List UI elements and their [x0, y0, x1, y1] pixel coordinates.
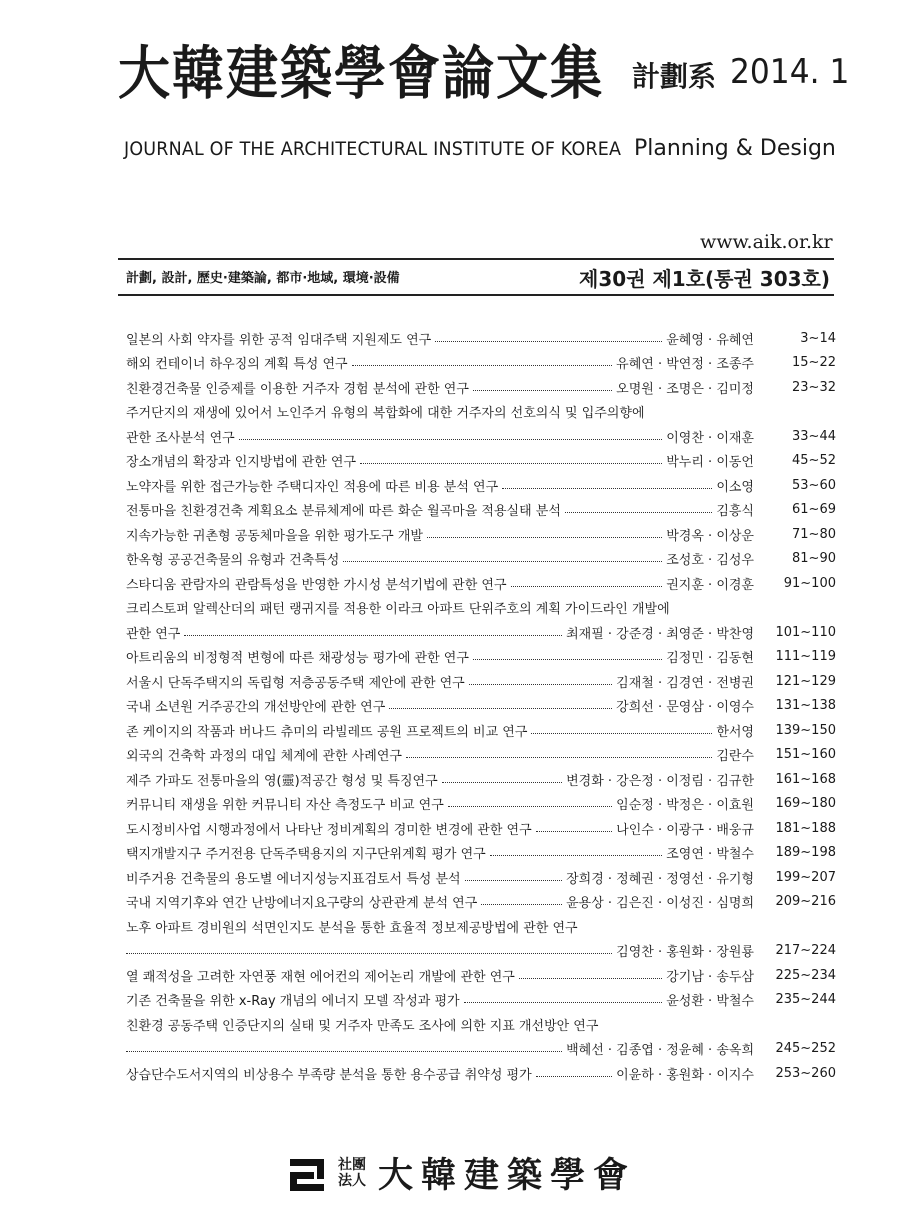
toc-entry-title: 외국의 건축학 과정의 대입 체계에 관한 사례연구	[126, 749, 402, 765]
toc-entry-pages: 53~60	[792, 477, 836, 493]
toc-entry-pages: 111~119	[775, 649, 836, 665]
toc-entry-title: 열 쾌적성을 고려한 자연풍 재현 에어컨의 제어논리 개발에 관한 연구	[126, 969, 515, 985]
toc-entry	[126, 718, 836, 743]
toc-entry-authors: 이윤하 · 홍원화 · 이지수	[616, 1067, 754, 1083]
toc-entry	[126, 498, 836, 523]
toc-leader-dots	[427, 531, 662, 538]
toc-leader-dots	[536, 1070, 613, 1077]
toc-leader-dots	[473, 384, 612, 391]
toc-entry-pages: 15~22	[792, 355, 836, 371]
toc-entry-authors: 윤용상 · 김은진 · 이성진 · 심명희	[566, 896, 754, 912]
toc-entry-title: 친환경건축물 인증제를 이용한 거주자 경험 분석에 관한 연구	[126, 381, 469, 397]
toc-entry-pages: 245~252	[775, 1041, 836, 1057]
toc-entry-title: 제주 가파도 전통마을의 영(靈)적공간 형성 및 특징연구	[126, 773, 438, 789]
toc-leader-dots	[481, 898, 562, 905]
toc-entry	[126, 645, 836, 670]
toc-entry-authors: 김흥식	[716, 504, 754, 520]
toc-leader-dots	[435, 335, 662, 342]
toc-entry	[126, 547, 836, 572]
toc-leader-dots	[442, 776, 562, 783]
toc-entry-pages: 71~80	[792, 526, 836, 542]
toc-leader-dots	[490, 849, 663, 856]
toc-entry-pages: 217~224	[775, 943, 836, 959]
toc-entry	[126, 890, 836, 915]
toc-entry-authors: 윤성환 · 박철수	[666, 994, 754, 1010]
toc-entry-pages: 23~32	[792, 379, 836, 395]
toc-leader-dots	[465, 874, 562, 881]
toc-entry	[126, 375, 836, 400]
toc-entry-authors: 장희경 · 정혜권 · 정영선 · 유기형	[566, 871, 754, 887]
toc-entry	[126, 743, 836, 768]
toc-leader-dots	[126, 1045, 562, 1052]
toc-leader-dots	[473, 653, 662, 660]
toc-entry-pages: 101~110	[775, 624, 836, 640]
toc-leader-dots	[352, 359, 613, 366]
table-of-contents	[126, 326, 836, 1086]
toc-entry-title: 아트리움의 비정형적 변형에 따른 채광성능 평가에 관한 연구	[126, 651, 469, 667]
toc-leader-dots	[389, 702, 612, 709]
toc-entry-pages: 209~216	[775, 894, 836, 910]
toc-entry-pages: 253~260	[775, 1065, 836, 1081]
toc-entry-pages: 131~138	[775, 698, 836, 714]
toc-leader-dots	[565, 506, 712, 513]
toc-entry	[126, 914, 836, 939]
journal-title: 大韓建築學會論文集	[118, 40, 605, 108]
toc-entry-authors: 오명원 · 조명은 · 김미정	[616, 381, 754, 397]
toc-leader-dots	[531, 727, 712, 734]
toc-entry-title: 지속가능한 귀촌형 공동체마을을 위한 평가도구 개발	[126, 528, 423, 544]
toc-entry-authors: 조영연 · 박철수	[666, 847, 754, 863]
toc-entry	[126, 816, 836, 841]
toc-entry-title: 장소개념의 확장과 인지방법에 관한 연구	[126, 455, 357, 471]
toc-entry	[126, 449, 836, 474]
toc-entry-title: 한옥형 공공건축물의 유형과 건축특성	[126, 553, 340, 569]
toc-entry-authors: 김정민 · 김동현	[666, 651, 754, 667]
toc-leader-dots	[502, 482, 712, 489]
toc-leader-dots	[519, 972, 662, 979]
toc-entry	[126, 1061, 836, 1086]
toc-entry-authors: 권지훈 · 이경훈	[666, 577, 754, 593]
toc-entry	[126, 620, 836, 645]
toc-entry	[126, 424, 836, 449]
publisher-footer	[288, 1148, 636, 1198]
toc-entry-authors: 김영찬 · 홍원화 · 장원룡	[616, 945, 754, 961]
toc-entry-pages: 181~188	[775, 820, 836, 836]
toc-entry	[126, 1037, 836, 1062]
toc-entry-pages: 91~100	[783, 575, 836, 591]
toc-entry	[126, 522, 836, 547]
toc-entry	[126, 939, 836, 964]
toc-entry	[126, 596, 836, 621]
society-name: 大韓建築學會	[378, 1156, 637, 1196]
toc-entry	[126, 841, 836, 866]
toc-leader-dots	[239, 433, 663, 440]
toc-entry-title: 일본의 사회 약자를 위한 공적 임대주택 지원제도 연구	[126, 332, 432, 348]
toc-entry	[126, 473, 836, 498]
toc-entry-title: 주거단지의 재생에 있어서 노인주거 유형의 복합화에 대한 거주자의 선호의식 및 입주의향에	[126, 406, 645, 422]
toc-entry	[126, 400, 836, 425]
toc-entry-title: 노약자를 위한 접근가능한 주택디자인 적용에 따른 비용 분석 연구	[126, 479, 499, 495]
toc-entry-authors: 김란수	[716, 749, 754, 765]
toc-entry-title: 도시정비사업 시행과정에서 나타난 정비계획의 경미한 변경에 관한 연구	[126, 822, 532, 838]
toc-entry-title: 커뮤니티 재생을 위한 커뮤니티 자산 측정도구 비교 연구	[126, 798, 444, 814]
toc-leader-dots	[126, 947, 612, 954]
toc-entry-authors: 박누리 · 이동언	[666, 455, 754, 471]
toc-entry-title: 택지개발지구 주거전용 단독주택용지의 지구단위계획 평가 연구	[126, 847, 486, 863]
toc-entry-title: 관한 연구	[126, 626, 181, 642]
toc-entry-authors: 이소영	[716, 479, 754, 495]
toc-leader-dots	[448, 800, 612, 807]
toc-entry-title: 관한 조사분석 연구	[126, 430, 235, 446]
toc-entry-title: 노후 아파트 경비원의 석면인지도 분석을 통한 효율적 정보제공방법에 관한 연구	[126, 920, 578, 936]
toc-entry-title: 친환경 공동주택 인증단지의 실태 및 거주자 만족도 조사에 의한 지표 개선방안 연구	[126, 1018, 599, 1034]
toc-entry-authors: 강희선 · 문영삼 · 이영수	[616, 700, 754, 716]
toc-entry	[126, 792, 836, 817]
volume-number: 제30권 제1호(통권 303호)	[579, 267, 830, 291]
toc-entry-authors: 임순정 · 박정은 · 이효원	[616, 798, 754, 814]
toc-entry-authors: 박경옥 · 이상운	[666, 528, 754, 544]
toc-entry	[126, 669, 836, 694]
toc-entry	[126, 963, 836, 988]
series-label: 計劃系	[632, 60, 717, 93]
fields-band	[118, 258, 834, 296]
toc-entry-authors: 최재필 · 강준경 · 최영준 · 박찬영	[566, 626, 754, 642]
toc-leader-dots	[511, 580, 663, 587]
website-link[interactable]: www.aik.or.kr	[700, 231, 833, 253]
toc-entry-title: 서울시 단독주택지의 독립형 저층공동주택 제안에 관한 연구	[126, 675, 465, 691]
toc-entry-title: 비주거용 건축물의 용도별 에너지성능지표검토서 특성 분석	[126, 871, 461, 887]
toc-entry	[126, 571, 836, 596]
toc-entry-title: 크리스토퍼 알렉산더의 패턴 랭귀지를 적용한 이라크 아파트 단위주호의 계획 가이드라인 개발에	[126, 602, 670, 618]
toc-leader-dots	[464, 996, 663, 1003]
toc-entry-title: 상습단수도서지역의 비상용수 부족량 분석을 통한 용수공급 취약성 평가	[126, 1067, 532, 1083]
toc-entry	[126, 694, 836, 719]
toc-entry-title: 국내 지역기후와 연간 난방에너지요구량의 상관관계 분석 연구	[126, 896, 478, 912]
toc-entry-pages: 225~234	[775, 967, 836, 983]
toc-leader-dots	[536, 825, 613, 832]
toc-entry-authors: 한서영	[716, 724, 754, 740]
year-issue: 2014. 1	[730, 52, 850, 92]
toc-entry-pages: 189~198	[775, 845, 836, 861]
toc-entry-authors: 조성호 · 김성우	[666, 553, 754, 569]
toc-entry-pages: 81~90	[792, 551, 836, 567]
toc-entry	[126, 865, 836, 890]
journal-english-name: JOURNAL OF THE ARCHITECTURAL INSTITUTE OF KOREA	[124, 138, 622, 160]
toc-entry-pages: 235~244	[775, 992, 836, 1008]
toc-entry-title: 전통마을 친환경건축 계획요소 분류체계에 따른 화순 월곡마을 적용실태 분석	[126, 504, 561, 520]
toc-entry-pages: 139~150	[775, 722, 836, 738]
toc-entry-pages: 3~14	[800, 330, 836, 346]
series-english-name: Planning & Design	[634, 136, 836, 161]
toc-leader-dots	[360, 457, 662, 464]
toc-entry-authors: 이영찬 · 이재훈	[666, 430, 754, 446]
toc-entry-title: 존 케이지의 작품과 버나드 츄미의 라빌레뜨 공원 프로젝트의 비교 연구	[126, 724, 528, 740]
toc-entry	[126, 767, 836, 792]
toc-entry-pages: 121~129	[775, 673, 836, 689]
toc-entry-title: 해외 컨테이너 하우징의 계획 특성 연구	[126, 357, 348, 373]
toc-leader-dots	[406, 751, 712, 758]
toc-entry	[126, 326, 836, 351]
toc-entry	[126, 351, 836, 376]
toc-entry-pages: 151~160	[775, 747, 836, 763]
toc-entry-authors: 강기남 · 송두삼	[666, 969, 754, 985]
toc-entry-title: 국내 소년원 거주공간의 개선방안에 관한 연구	[126, 700, 386, 716]
toc-entry-authors: 나인수 · 이광구 · 배웅규	[616, 822, 754, 838]
toc-entry-authors: 백혜선 · 김종엽 · 정윤혜 · 송옥희	[566, 1043, 754, 1059]
toc-entry-pages: 161~168	[775, 771, 836, 787]
toc-entry-authors: 김재철 · 김경연 · 전병권	[616, 675, 754, 691]
toc-entry-title: 기존 건축물을 위한 x-Ray 개념의 에너지 모델 작성과 평가	[126, 994, 460, 1010]
seal-text: 社團法人	[338, 1157, 366, 1189]
toc-entry-authors: 유혜연 · 박연정 · 조종주	[616, 357, 754, 373]
toc-entry-title: 스타디움 관람자의 관람특성을 반영한 가시성 분석기법에 관한 연구	[126, 577, 507, 593]
toc-entry-pages: 45~52	[792, 453, 836, 469]
aik-logo-icon	[288, 1153, 328, 1193]
toc-entry-authors: 변경화 · 강은정 · 이정림 · 김규한	[566, 773, 754, 789]
toc-leader-dots	[343, 555, 662, 562]
toc-leader-dots	[184, 629, 562, 636]
toc-entry-pages: 199~207	[775, 869, 836, 885]
toc-entry	[126, 988, 836, 1013]
toc-entry-authors: 윤혜영 · 유혜연	[666, 332, 754, 348]
toc-entry	[126, 1012, 836, 1037]
toc-entry-pages: 169~180	[775, 796, 836, 812]
fields-list: 計劃, 設計, 歷史·建築論, 都市·地域, 環境·設備	[126, 271, 400, 286]
toc-entry-pages: 33~44	[792, 428, 836, 444]
toc-entry-pages: 61~69	[792, 502, 836, 518]
toc-leader-dots	[469, 678, 612, 685]
